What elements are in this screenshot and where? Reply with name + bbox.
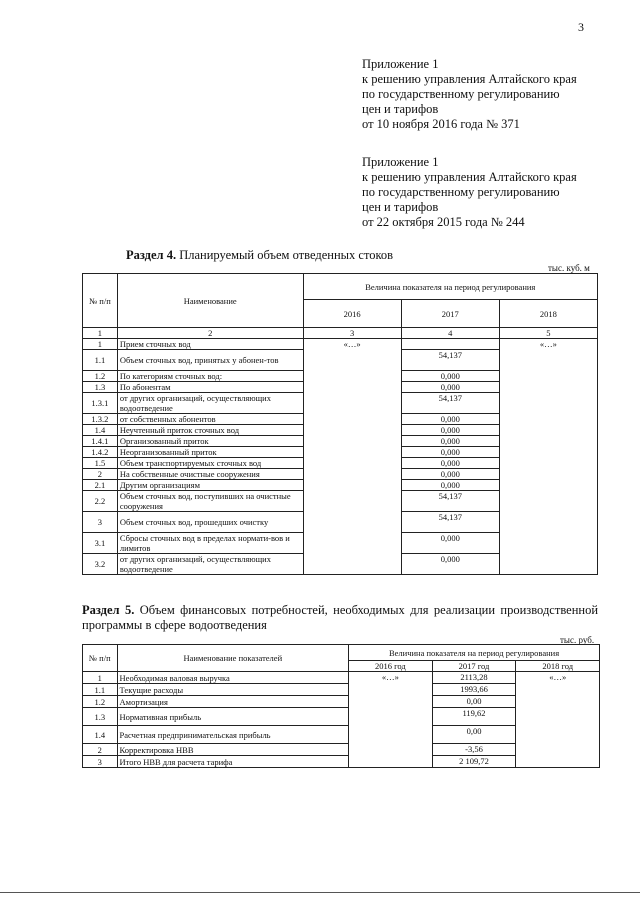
row-number: 2.1 bbox=[83, 480, 118, 491]
row-number: 1.3 bbox=[83, 708, 118, 726]
row-name: Неучтенный приток сточных вод bbox=[117, 425, 303, 436]
section4-label: Раздел 4. bbox=[126, 248, 177, 262]
header-num: № п/п bbox=[83, 274, 118, 328]
row-number: 1.4 bbox=[83, 726, 118, 744]
row-name: Объем сточных вод, прошедших очистку bbox=[117, 512, 303, 533]
row-name: от других организаций, осуществляющих водоотведение bbox=[117, 554, 303, 575]
section5-table bbox=[82, 644, 600, 768]
row-name: Организованный приток bbox=[117, 436, 303, 447]
row-name: от других организаций, осуществляющих водоотведение bbox=[117, 393, 303, 414]
header-year: 2016 год bbox=[349, 661, 433, 672]
row-name: Неорганизованный приток bbox=[117, 447, 303, 458]
header-period: Величина показателя на период регулирования bbox=[349, 645, 600, 661]
value-2017: 2 109,72 bbox=[432, 756, 516, 768]
value-2017: 0,000 bbox=[401, 371, 499, 382]
row-name: Расчетная предпринимательская прибыль bbox=[117, 726, 349, 744]
header-year: 2016 bbox=[303, 300, 401, 328]
row-number: 1.4 bbox=[83, 425, 118, 436]
row-name: Сбросы сточных вод в пределах нормати-вов и лимитов bbox=[117, 533, 303, 554]
row-number: 2.2 bbox=[83, 491, 118, 512]
value-2017: 0,000 bbox=[401, 425, 499, 436]
header-name: Наименование показателей bbox=[117, 645, 349, 672]
row-name: Необходимая валовая выручка bbox=[117, 672, 349, 684]
value-2017: 54,137 bbox=[401, 512, 499, 533]
value-2017: 1993,66 bbox=[432, 684, 516, 696]
section4-unit: тыс. куб. м bbox=[548, 263, 590, 273]
annex-line: от 22 октября 2015 года № 244 bbox=[362, 215, 525, 229]
index-cell: 2 bbox=[117, 328, 303, 339]
header-year: 2018 bbox=[499, 300, 597, 328]
row-name: Корректировка НВВ bbox=[117, 744, 349, 756]
row-number: 2 bbox=[83, 469, 118, 480]
annex-line: к решению управления Алтайского края bbox=[362, 72, 577, 86]
value-2017: 0,000 bbox=[401, 436, 499, 447]
value-2017: 0,000 bbox=[401, 458, 499, 469]
row-name: от собственных абонентов bbox=[117, 414, 303, 425]
value-2017: 0,000 bbox=[401, 533, 499, 554]
footer-divider bbox=[0, 892, 640, 893]
annex-line: Приложение 1 bbox=[362, 57, 439, 71]
row-number: 3.1 bbox=[83, 533, 118, 554]
row-number: 1 bbox=[83, 672, 118, 684]
row-name: Итого НВВ для расчета тарифа bbox=[117, 756, 349, 768]
value-2017: 0,000 bbox=[401, 382, 499, 393]
header-period: Величина показателя на период регулирования bbox=[303, 274, 597, 300]
row-name: На собственные очистные сооружения bbox=[117, 469, 303, 480]
value-2017: 0,000 bbox=[401, 480, 499, 491]
annex-line: цен и тарифов bbox=[362, 102, 439, 116]
row-number: 1.2 bbox=[83, 696, 118, 708]
row-name: Прием сточных вод bbox=[117, 339, 303, 350]
row-number: 3 bbox=[83, 512, 118, 533]
section5-heading: Объем финансовых потребностей, необходимых для реализации производственной программы в сфере водоотведения bbox=[82, 603, 599, 632]
value-2017: 0,000 bbox=[401, 447, 499, 458]
header-name: Наименование bbox=[117, 274, 303, 328]
row-name: Объем сточных вод, поступивших на очистные сооружения bbox=[117, 491, 303, 512]
value-2018: «…» bbox=[516, 672, 600, 768]
value-2017: 54,137 bbox=[401, 350, 499, 371]
index-cell: 5 bbox=[499, 328, 597, 339]
table-row bbox=[83, 339, 598, 350]
row-number: 1.3 bbox=[83, 382, 118, 393]
header-year: 2017 bbox=[401, 300, 499, 328]
value-2017 bbox=[401, 339, 499, 350]
section5-unit: тыс. руб. bbox=[560, 635, 595, 645]
header-year: 2018 год bbox=[516, 661, 600, 672]
header-year: 2017 год bbox=[432, 661, 516, 672]
row-name: По абонентам bbox=[117, 382, 303, 393]
row-number: 1.4.2 bbox=[83, 447, 118, 458]
annex-line: цен и тарифов bbox=[362, 200, 439, 214]
annex-line: по государственному регулированию bbox=[362, 185, 560, 199]
value-2018: «…» bbox=[499, 339, 597, 575]
section5-title bbox=[82, 603, 598, 633]
row-number: 1 bbox=[83, 339, 118, 350]
section4-table-body bbox=[83, 328, 598, 575]
row-number: 3.2 bbox=[83, 554, 118, 575]
value-2017: 0,000 bbox=[401, 414, 499, 425]
page-number: 3 bbox=[578, 20, 584, 34]
value-2016: «…» bbox=[303, 339, 401, 575]
value-2017: 0,000 bbox=[401, 554, 499, 575]
row-name: Текущие расходы bbox=[117, 684, 349, 696]
value-2017: 119,62 bbox=[432, 708, 516, 726]
index-row bbox=[83, 328, 598, 339]
value-2017: 0,00 bbox=[432, 696, 516, 708]
value-2016: «…» bbox=[349, 672, 433, 768]
row-name: Другим организациям bbox=[117, 480, 303, 491]
section4-heading: Планируемый объем отведенных стоков bbox=[179, 248, 394, 262]
section4-table bbox=[82, 273, 598, 575]
row-number: 1.5 bbox=[83, 458, 118, 469]
row-number: 1.1 bbox=[83, 684, 118, 696]
value-2017: 54,137 bbox=[401, 393, 499, 414]
section5-label: Раздел 5. bbox=[82, 603, 135, 617]
annex-line: Приложение 1 bbox=[362, 155, 439, 169]
value-2017: 2113,28 bbox=[432, 672, 516, 684]
value-2017: -3,56 bbox=[432, 744, 516, 756]
annex-line: к решению управления Алтайского края bbox=[362, 170, 577, 184]
header-num: № п/п bbox=[83, 645, 118, 672]
row-number: 1.3.2 bbox=[83, 414, 118, 425]
index-cell: 3 bbox=[303, 328, 401, 339]
annex-line: по государственному регулированию bbox=[362, 87, 560, 101]
value-2017: 0,000 bbox=[401, 469, 499, 480]
section4-title bbox=[126, 248, 393, 263]
value-2017: 54,137 bbox=[401, 491, 499, 512]
row-name: Объем транспортируемых сточных вод bbox=[117, 458, 303, 469]
index-cell: 1 bbox=[83, 328, 118, 339]
section5-table-body bbox=[83, 672, 600, 768]
row-number: 1.1 bbox=[83, 350, 118, 371]
table-row bbox=[83, 672, 600, 684]
row-name: Объем сточных вод, принятых у абонен-тов bbox=[117, 350, 303, 371]
row-number: 1.3.1 bbox=[83, 393, 118, 414]
annex-line: от 10 ноября 2016 года № 371 bbox=[362, 117, 520, 131]
row-number: 1.4.1 bbox=[83, 436, 118, 447]
value-2017: 0,00 bbox=[432, 726, 516, 744]
row-name: По категориям сточных вод: bbox=[117, 371, 303, 382]
annex-previous bbox=[362, 155, 577, 230]
row-number: 3 bbox=[83, 756, 118, 768]
annex-current bbox=[362, 57, 577, 132]
row-number: 1.2 bbox=[83, 371, 118, 382]
index-cell: 4 bbox=[401, 328, 499, 339]
row-name: Нормативная прибыль bbox=[117, 708, 349, 726]
row-name: Амортизация bbox=[117, 696, 349, 708]
row-number: 2 bbox=[83, 744, 118, 756]
